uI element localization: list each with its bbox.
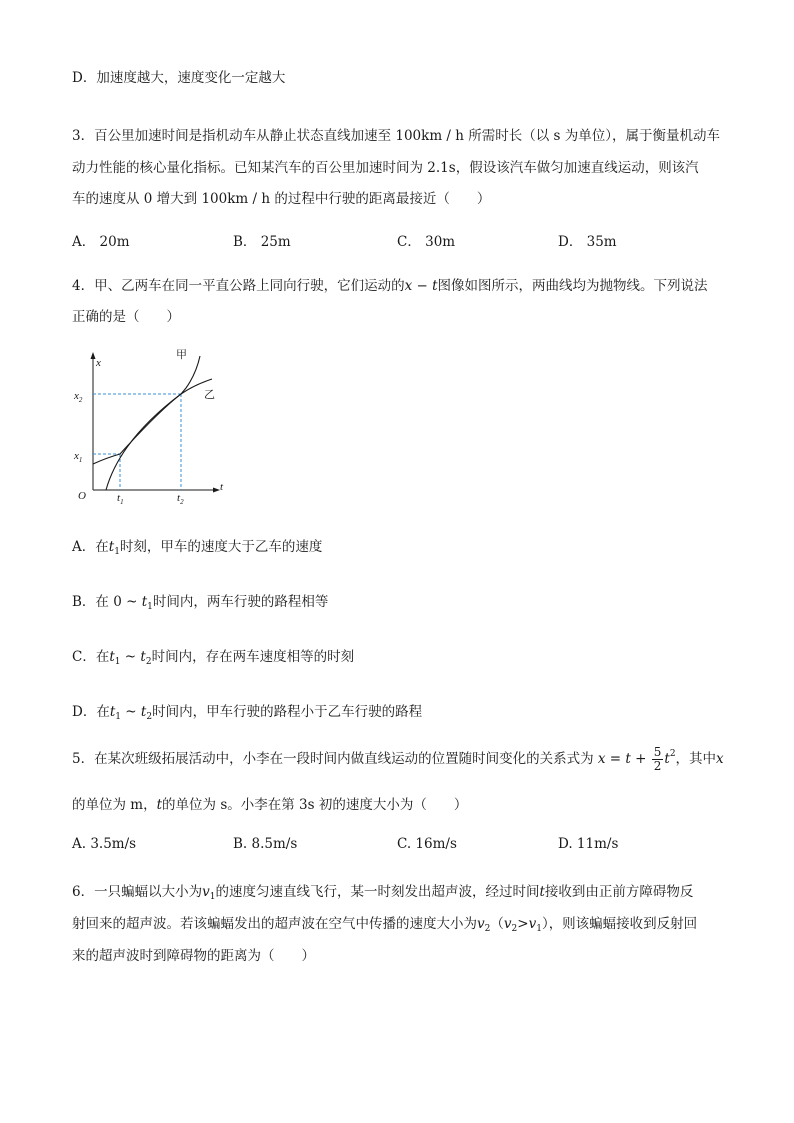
q5-option-a: A. 3.5m/s: [72, 836, 137, 852]
axis-label-t: t: [220, 481, 224, 493]
q6-text-line2: [72, 912, 697, 934]
q5-line1-post: ，其中: [675, 751, 717, 767]
q3-option-b: B． 25m: [233, 234, 291, 250]
q5-eq-lhs: x = t +: [597, 751, 647, 767]
q4-option-d-sub1: 1: [115, 712, 121, 722]
q5-line1-pre: 5．在某次班级拓展活动中，小李在一段时间内做直线运动的位置随时间变化的关系式为: [72, 751, 594, 767]
q5-line1-var: x: [716, 751, 724, 767]
t1-label: $t_1$: [117, 492, 124, 504]
q4-option-c-sub2: 2: [145, 657, 152, 667]
x1-label: $x_1$: [74, 450, 83, 464]
q4-option-b-sub: 1: [147, 602, 153, 612]
q6-cmp-v1-sub: 1: [536, 924, 542, 934]
q4-option-c: [72, 645, 354, 667]
q5-line2-pre: 的单位为 m，: [72, 797, 157, 813]
q4-option-d-pre: D．在: [72, 704, 110, 720]
q5-line2-post: 的单位为 s。小李在第 3s 初的速度大小为（ ）: [162, 797, 468, 813]
q3-text-line1: 3．百公里加速时间是指机动车从静止状态直线加速至 100km / h 所需时长（以 s 为单位），属于衡量机动车: [72, 128, 721, 144]
q2-option-d: D．加速度越大，速度变化一定越大: [72, 70, 286, 86]
q5-eq-exp: 2: [669, 749, 676, 759]
q4-text-line2: 正确的是（ ）: [72, 309, 180, 325]
q4-option-d-var1: t: [109, 704, 116, 720]
q4-option-b-post: 时间内，两车行驶的路程相等: [152, 594, 329, 610]
q6-line2-pre: 射回来的超声波。若该蝙蝠发出的超声波在空气中传播的速度大小为: [72, 916, 477, 932]
q6-paren-open: （: [490, 916, 504, 932]
q4-text-line1: [72, 274, 708, 294]
t2-label: $t_2$: [177, 492, 184, 504]
q4-option-c-var1: t: [109, 649, 115, 665]
x2-label: $x_2$: [74, 390, 83, 404]
q4-option-a-sub: 1: [114, 547, 120, 557]
q4-option-a-pre: A．在: [72, 539, 109, 555]
curve-jia-label: 甲: [176, 349, 187, 361]
q3-option-a: A． 20m: [72, 234, 130, 250]
q4-option-c-tilde: ~: [120, 649, 141, 665]
q6-paren-close: ）: [541, 916, 549, 932]
q5-text-line1: [72, 746, 724, 773]
q5-text-line2: [72, 793, 467, 813]
q4-option-c-var2: t: [140, 649, 146, 665]
q4-xt-graph: [66, 344, 226, 504]
q6-t: t: [539, 884, 545, 900]
y-axis-arrow: [91, 352, 96, 359]
q4-option-b-var: t: [141, 594, 148, 610]
q4-option-b-pre: B．在 0 ~: [72, 594, 142, 610]
q4-xt-label: x − t: [404, 278, 438, 294]
q4-option-a-post: 时刻，甲车的速度大于乙车的速度: [119, 539, 323, 555]
origin-label: O: [78, 490, 86, 502]
q3-option-d: D． 35m: [558, 234, 617, 250]
q6-text-line1: [72, 880, 693, 902]
t-axis-arrow: [213, 488, 220, 493]
q5-option-c: C. 16m/s: [397, 836, 457, 852]
q3-text-line3: 车的速度从 0 增大到 100km / h 的过程中行驶的距离最接近（ ）: [72, 191, 491, 207]
q6-text-line3: 来的超声波时到障碍物的距离为（ ）: [72, 948, 315, 964]
q6-line1-mid: 的速度匀速直线飞行，某一时刻发出超声波，经过时间: [215, 884, 540, 900]
q5-option-d: D. 11m/s: [558, 836, 619, 852]
q4-option-a-var: t: [108, 539, 115, 555]
q6-cmp-v1: v: [528, 916, 537, 932]
q4-text-line1-post: 图像如图所示，两曲线均为抛物线。下列说法: [437, 278, 708, 294]
q6-line1-post: 接收到由正前方障碍物反: [544, 884, 694, 900]
q5-option-b: B. 8.5m/s: [233, 836, 298, 852]
q6-line2-post: ，则该蝙蝠接收到反射回: [548, 916, 698, 932]
q3-text-line2: 动力性能的核心量化指标。已知某汽车的百公里加速时间为 2.1s，假设该汽车做匀加速直线运动，则该汽: [72, 160, 699, 176]
q5-frac-den: 2: [653, 759, 662, 773]
q4-option-c-pre: C．在: [72, 649, 110, 665]
q6-cmp-gt: >: [517, 916, 529, 932]
q6-v1-sub: 1: [209, 892, 216, 902]
q6-cmp-v2-sub: 2: [511, 924, 518, 934]
q5-fraction: [652, 746, 664, 773]
q4-option-d-tilde: ~: [121, 704, 141, 720]
q4-option-c-post: 时间内，存在两车速度相等的时刻: [151, 649, 355, 665]
q4-option-d-sub2: 2: [146, 712, 153, 722]
q6-v2: v: [477, 916, 485, 932]
q5-line2-var: t: [156, 797, 163, 813]
q6-v1: v: [202, 884, 210, 900]
q6-v2-sub: 2: [484, 924, 491, 934]
q6-cmp-v2: v: [503, 916, 512, 932]
q4-text-line1-pre: 4．甲、乙两车在同一平直公路上同向行驶，它们运动的: [72, 278, 405, 294]
q4-option-d-post: 时间内，甲车行驶的路程小于乙车行驶的路程: [152, 704, 423, 720]
curve-yi: [93, 379, 212, 464]
q4-option-c-sub1: 1: [114, 657, 121, 667]
q5-eq-t: t: [664, 751, 670, 767]
axis-label-x: x: [96, 357, 101, 369]
q5-frac-num: 5: [653, 745, 662, 759]
q3-option-c: C． 30m: [397, 234, 456, 250]
q4-option-d-var2: t: [140, 704, 147, 720]
q6-line1-pre: 6．一只蝙蝠以大小为: [72, 884, 203, 900]
q4-option-d: [72, 700, 422, 722]
q4-option-b: [72, 590, 328, 612]
curve-yi-label: 乙: [204, 389, 215, 401]
q4-option-a: [72, 535, 322, 557]
